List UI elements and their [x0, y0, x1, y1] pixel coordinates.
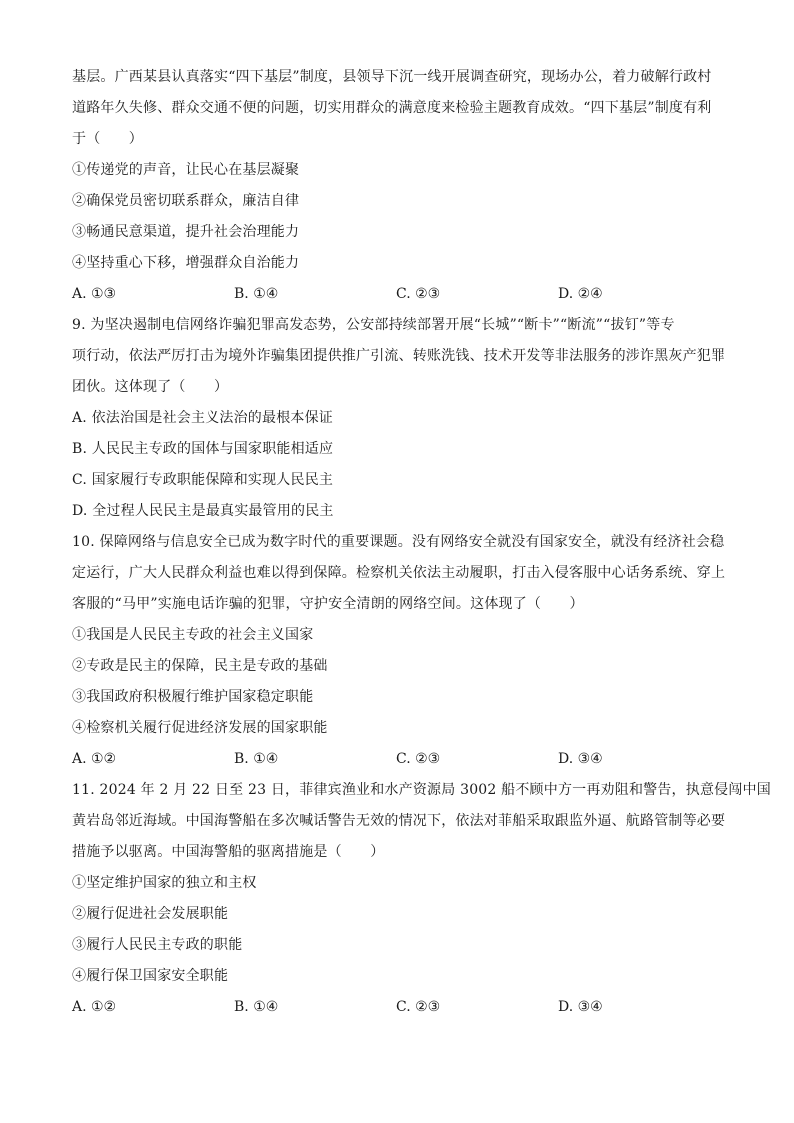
question-11-option-b: B. ①④ [234, 999, 279, 1015]
question-9-stem-line-2: 项行动，依法严厉打击为境外诈骗集团提供推广引流、转账洗钱、技术开发等非法服务的涉诈黑灰产犯罪 [72, 348, 726, 364]
question-8 [72, 62, 726, 310]
question-10-stem-line-2: 定运行，广大人民群众利益也难以得到保障。检察机关依法主动履职，打击入侵客服中心话务系统、穿上 [72, 565, 726, 581]
question-11-option-a: A. ①② [72, 999, 117, 1015]
question-8-item-1: ①传递党的声音，让民心在基层凝聚 [72, 162, 300, 178]
question-9-stem-line-1: 9. 为坚决遏制电信网络诈骗犯罪高发态势，公安部持续部署开展“长城”“断卡”“断流”“拔钉”等专 [72, 317, 675, 333]
question-11-stem-line-3: 措施予以驱离。中国海警船的驱离措施是（ ） [72, 844, 385, 860]
exam-page [72, 62, 771, 1023]
question-10-item-1: ①我国是人民民主专政的社会主义国家 [72, 627, 314, 643]
question-9-option-c: C. 国家履行专政职能保障和实现人民民主 [72, 472, 334, 488]
question-11-item-4: ④履行保卫国家安全职能 [72, 968, 229, 984]
question-10-option-d: D. ③④ [558, 751, 603, 767]
question-8-option-a: A. ①③ [72, 286, 117, 302]
question-8-stem-line-2: 道路年久失修、群众交通不便的问题，切实用群众的满意度来检验主题教育成效。“四下基层”制度有利 [72, 100, 712, 116]
question-8-item-2: ②确保党员密切联系群众，廉洁自律 [72, 193, 300, 209]
question-8-option-b: B. ①④ [234, 286, 279, 302]
question-9 [72, 310, 726, 527]
question-11-item-1: ①坚定维护国家的独立和主权 [72, 875, 257, 891]
question-10-stem-line-3: 客服的“马甲”实施电话诈骗的犯罪，守护安全清朗的网络空间。这体现了（ ） [72, 596, 584, 612]
question-10-option-b: B. ①④ [234, 751, 279, 767]
question-11-stem-line-1: 11. 2024 年 2 月 22 日至 23 日，菲律宾渔业和水产资源局 3002 船不顾中方一再劝阻和警告，执意侵闯中国 [72, 782, 771, 798]
question-11-item-2: ②履行促进社会发展职能 [72, 906, 229, 922]
question-11-option-d: D. ③④ [558, 999, 603, 1015]
question-11-options [72, 992, 726, 1023]
question-10-item-3: ③我国政府积极履行维护国家稳定职能 [72, 689, 314, 705]
question-8-options [72, 279, 726, 310]
question-10-stem-line-1: 10. 保障网络与信息安全已成为数字时代的重要课题。没有网络安全就没有国家安全，就没有经济社会稳 [72, 534, 725, 550]
question-8-item-3: ③畅通民意渠道，提升社会治理能力 [72, 224, 300, 240]
question-9-stem-line-3: 团伙。这体现了（ ） [72, 379, 229, 395]
question-8-item-4: ④坚持重心下移，增强群众自治能力 [72, 255, 300, 271]
question-11-stem-line-2: 黄岩岛邻近海域。中国海警船在多次喊话警告无效的情况下，依法对菲船采取跟监外逼、航路管制等必要 [72, 813, 726, 829]
question-9-option-a: A. 依法治国是社会主义法治的最根本保证 [72, 410, 334, 426]
question-8-option-d: D. ②④ [558, 286, 603, 302]
question-11 [72, 775, 771, 1023]
question-9-option-d: D. 全过程人民民主是最真实最管用的民主 [72, 503, 334, 519]
question-10-options [72, 744, 726, 775]
question-10-item-2: ②专政是民主的保障，民主是专政的基础 [72, 658, 328, 674]
question-11-option-c: C. ②③ [396, 999, 441, 1015]
question-10-option-c: C. ②③ [396, 751, 441, 767]
question-8-stem-line-1: 基层。广西某县认真落实“四下基层”制度，县领导下沉一线开展调查研究，现场办公，着力破解行政村 [72, 69, 712, 85]
question-8-option-c: C. ②③ [396, 286, 441, 302]
question-10-item-4: ④检察机关履行促进经济发展的国家职能 [72, 720, 328, 736]
question-10-option-a: A. ①② [72, 751, 117, 767]
question-9-option-b: B. 人民民主专政的国体与国家职能相适应 [72, 441, 334, 457]
question-10 [72, 527, 726, 775]
question-11-item-3: ③履行人民民主专政的职能 [72, 937, 243, 953]
question-8-stem-line-3: 于（ ） [72, 131, 143, 147]
